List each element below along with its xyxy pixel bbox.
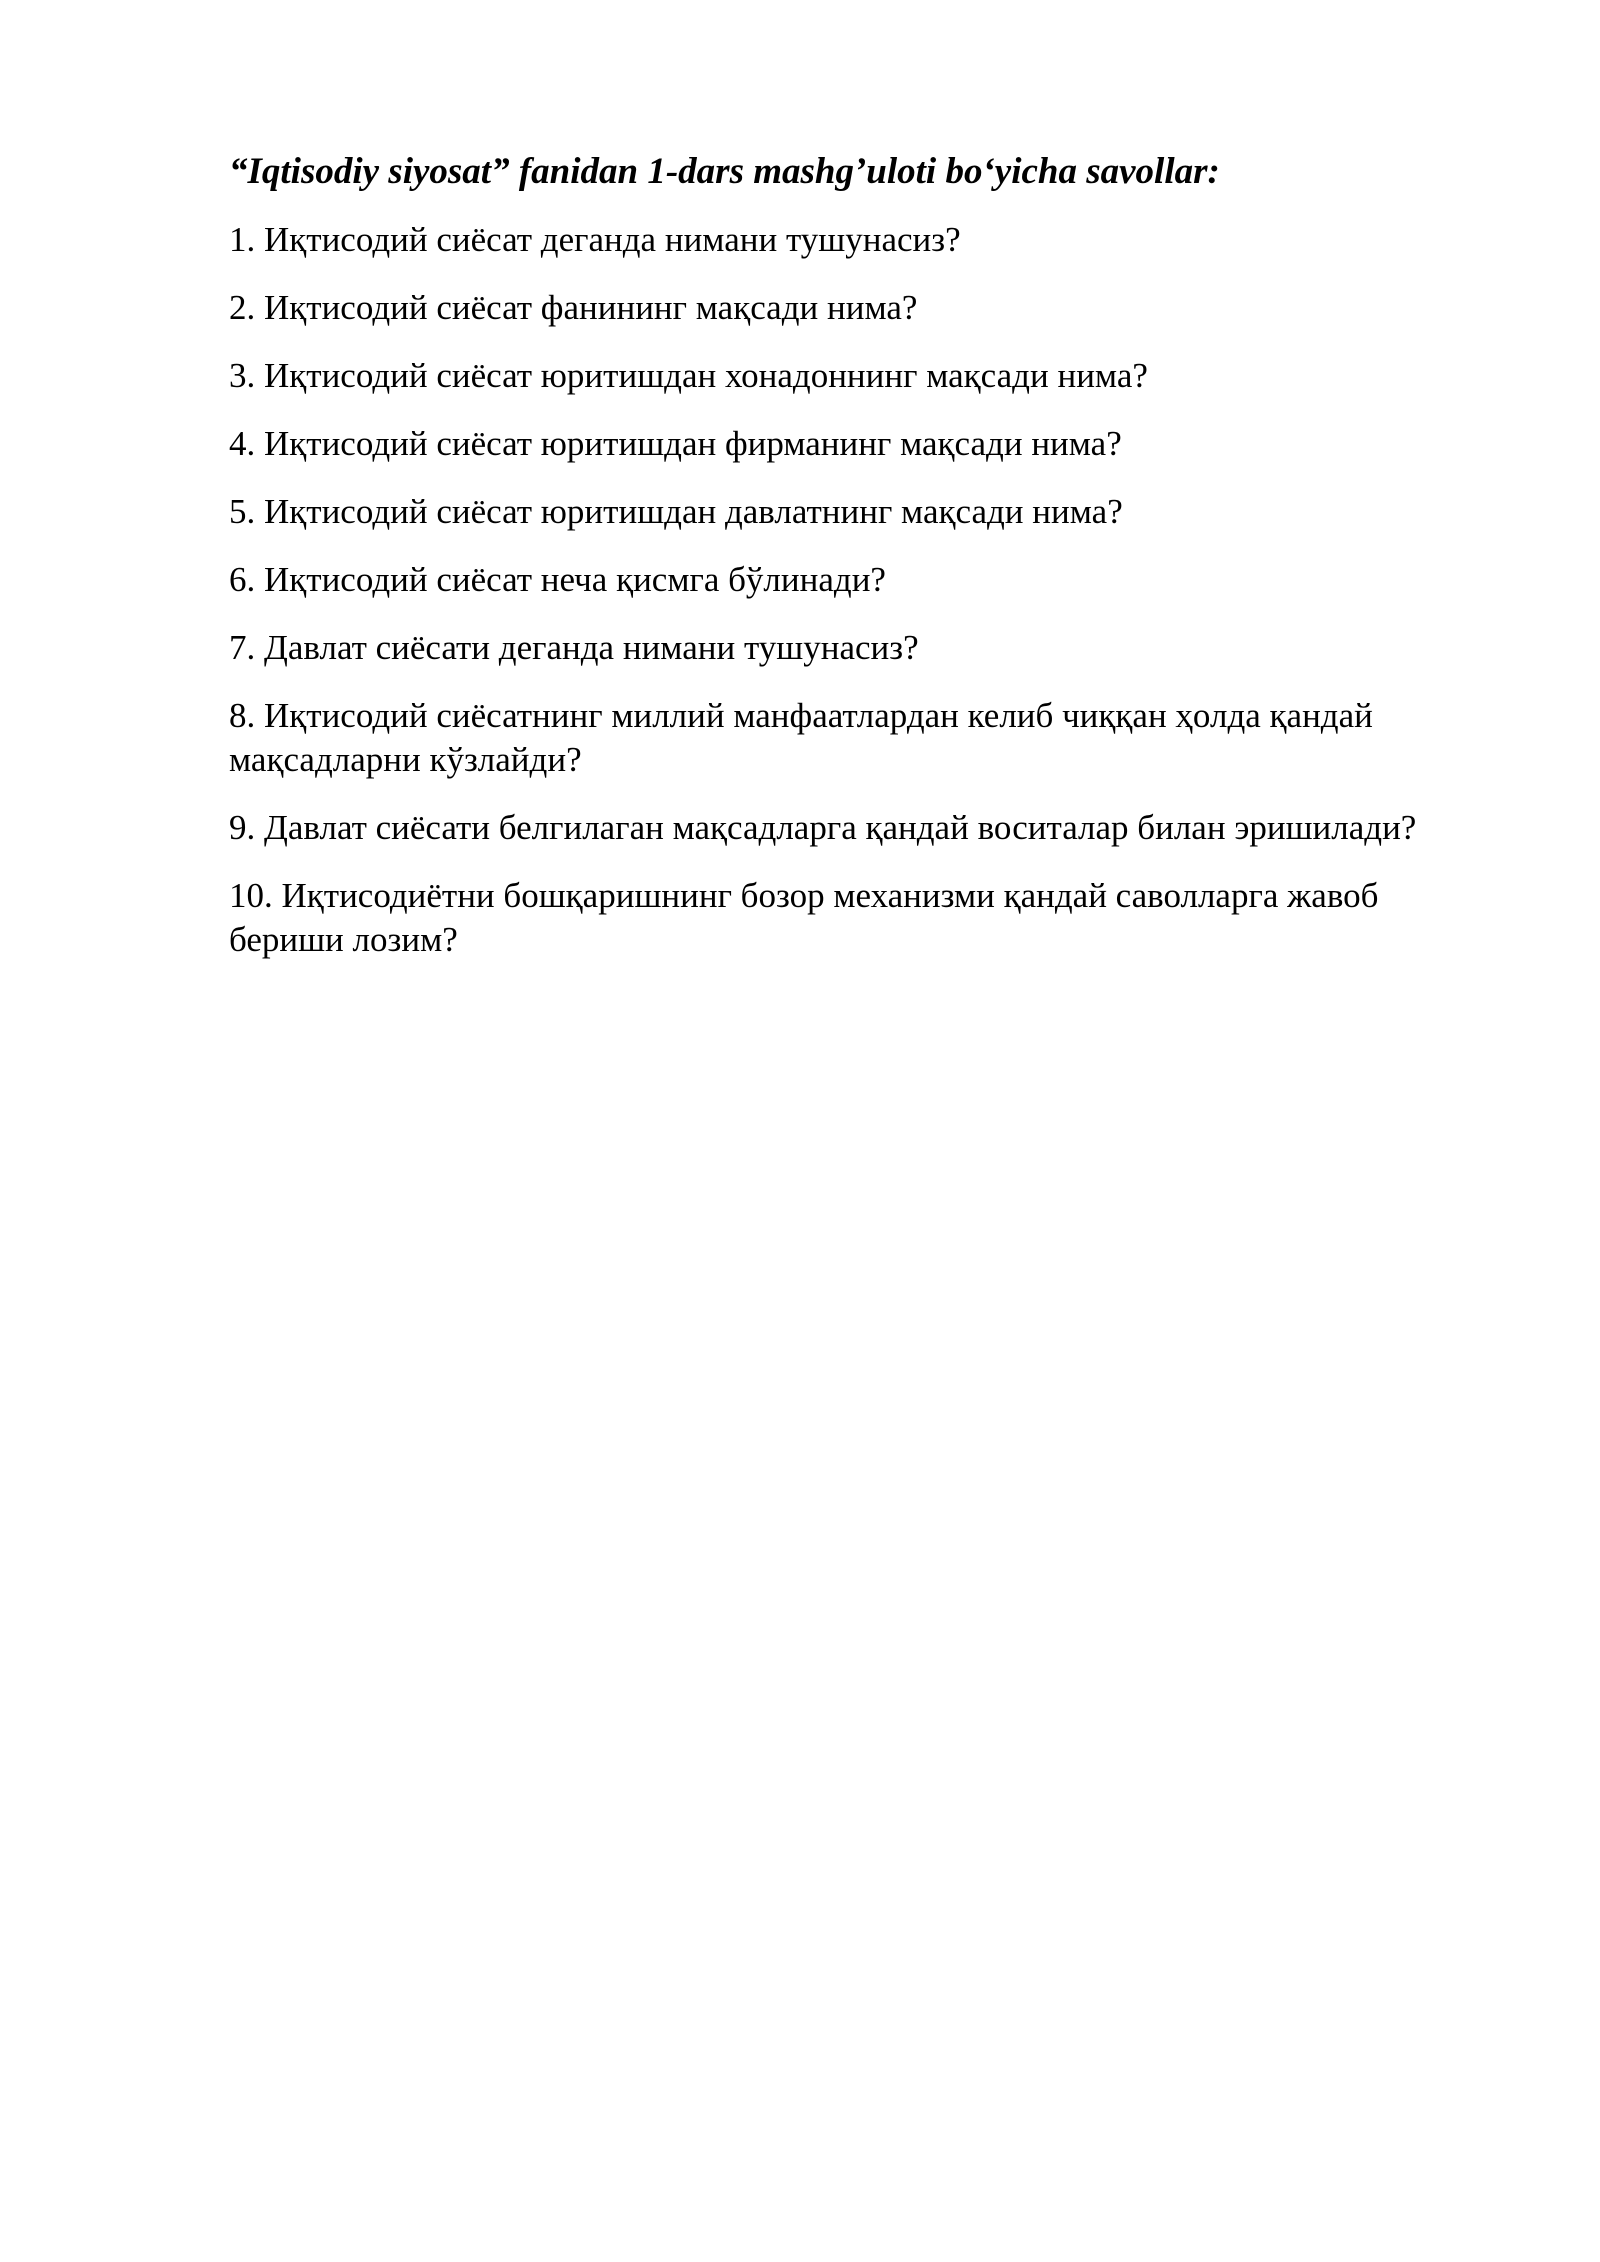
question-item: 9. Давлат сиёсати белгилаган мақсадларга қандай воситалар билан эришилади? <box>229 808 1417 847</box>
question-item: 10. Иқтисодиётни бошқаришнинг бозор механизми қандай саволларга жавоб бериши лозим? <box>229 876 1379 959</box>
question-item: 3. Иқтисодий сиёсат юритишдан хонадоннинг мақсади нима? <box>229 356 1148 395</box>
question-item: 7. Давлат сиёсати деганда нимани тушунасиз? <box>229 628 919 667</box>
question-item: 8. Иқтисодий сиёсатнинг миллий манфаатлардан келиб чиққан ҳолда қандай мақсадларни кўзлайди? <box>229 696 1373 779</box>
question-item: 1. Иқтисодий сиёсат деганда нимани тушунасиз? <box>229 220 961 259</box>
question-item: 6. Иқтисодий сиёсат неча қисмга бўлинади? <box>229 560 886 599</box>
document-content <box>229 150 1489 986</box>
question-item: 4. Иқтисодий сиёсат юритишдан фирманинг мақсади нима? <box>229 424 1122 463</box>
question-item: 2. Иқтисодий сиёсат фанининг мақсади нима? <box>229 288 918 327</box>
question-item: 5. Иқтисодий сиёсат юритишдан давлатнинг мақсади нима? <box>229 492 1123 531</box>
document-title: “Iqtisodiy siyosat” fanidan 1-dars mashg’uloti bo‘yicha savollar: <box>229 151 1220 192</box>
